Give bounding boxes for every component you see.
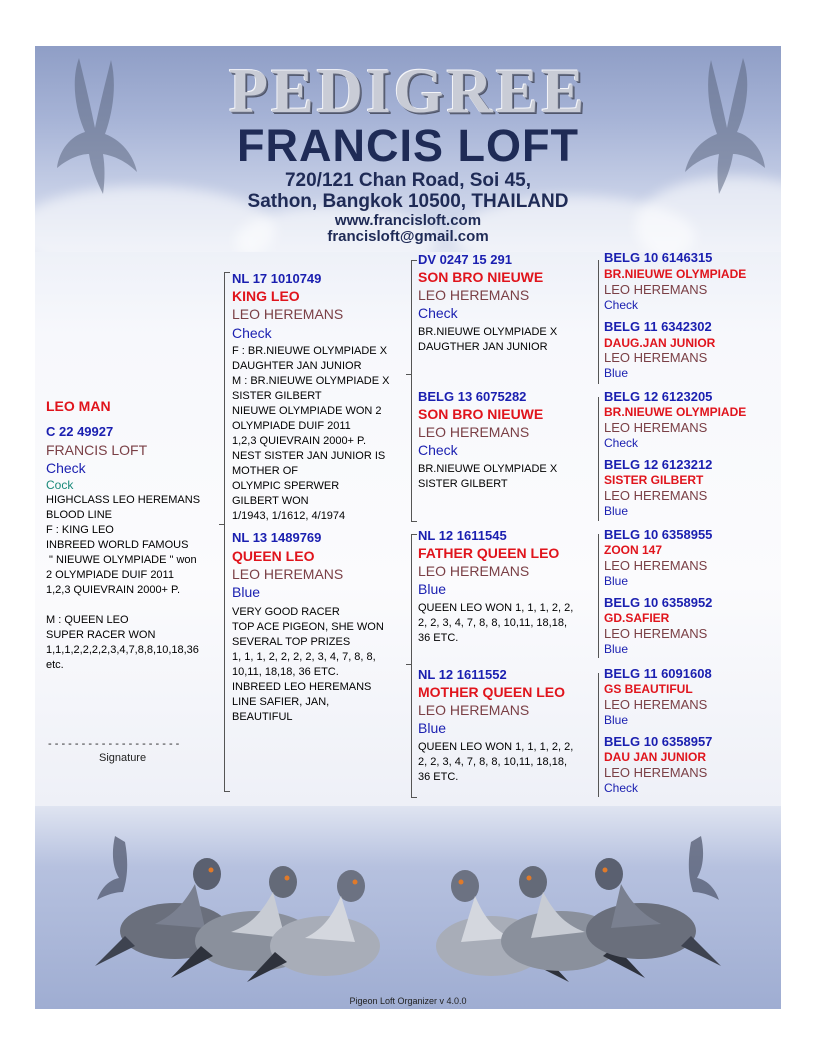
pedigree-footer	[35, 806, 781, 1009]
signature-label: Signature	[99, 752, 147, 764]
gg-bracket-2	[598, 397, 599, 521]
ggp-color: Check	[604, 298, 639, 312]
ggp-name: GD.SAFIER	[604, 611, 670, 625]
bracket-tick	[412, 260, 417, 261]
dam-notes: VERY GOOD RACER TOP ACE PIGEON, SHE WON SEVERAL TOP PRIZES 1, 1, 1, 2, 2, 2, 2, 3, 4, 7, 8, 8, 10,11, 18,18, 36 ETC. INBREED LEO HEREMANS LINE SAFIER, JAN, BEAUTIFUL	[232, 606, 384, 723]
gp-breeder: LEO HEREMANS	[418, 563, 530, 579]
email-link[interactable]: francisloft@gmail.com	[327, 228, 489, 245]
ggp-color: Blue	[604, 504, 629, 518]
gp-breeder: LEO HEREMANS	[418, 702, 530, 718]
subject-notes: HIGHCLASS LEO HEREMANS BLOOD LINE F : KING LEO INBREED WORLD FAMOUS " NIEUWE OLYMPIADE " won 2 OLYMPIADE DUIF 2011 1,2,3 QUIEVRAIN 2000+ P. M : QUEEN LEO SUPER RACER WON 1,1,1,2,2,2,2,3,4,7,8,8,10,18,36 etc.	[46, 494, 201, 671]
sire-dam-bracket	[224, 272, 225, 792]
gp-breeder: LEO HEREMANS	[418, 424, 530, 440]
gp-name: SON BRO NIEUWE	[418, 269, 544, 285]
ggp-breeder: LEO HEREMANS	[604, 488, 708, 503]
ggp-ring: BELG 12 6123205	[604, 389, 713, 404]
pigeons-illustration	[35, 806, 781, 996]
sire-notes: F : BR.NIEUWE OLYMPIADE X DAUGHTER JAN JUNIOR M : BR.NIEUWE OLYMPIADE X SISTER GILBERT NIEUWE OLYMPIADE WON 2 OLYMPIADE DUIF 2011 1,2,3 QUIEVRAIN 2000+ P. NEST SISTER JAN JUNIOR IS MOTHER OF OLYMPIC SPERWER GILBERT WON 1/1943, 1/1612, 4/1974	[232, 345, 390, 522]
subject-color: Check	[46, 460, 86, 476]
sire-color: Check	[232, 325, 272, 341]
subject-ring: C 22 49927	[46, 424, 114, 439]
ggp-color: Check	[604, 436, 639, 450]
pedigree-page	[35, 46, 781, 1009]
gp-name: FATHER QUEEN LEO	[418, 545, 560, 561]
sire-name: KING LEO	[232, 288, 300, 304]
dam-color: Blue	[232, 584, 261, 600]
ggp-name: GS BEAUTIFUL	[604, 682, 693, 696]
gp-breeder: LEO HEREMANS	[418, 287, 530, 303]
subject-name: LEO MAN	[46, 398, 111, 414]
gg-bracket-4	[598, 673, 599, 797]
pedigree-tree	[35, 252, 781, 806]
ggp-name: SISTER GILBERT	[604, 473, 704, 487]
ggp-breeder: LEO HEREMANS	[604, 558, 708, 573]
ggp-color: Blue	[604, 574, 629, 588]
sire-breeder: LEO HEREMANS	[232, 306, 344, 322]
software-credit: Pigeon Loft Organizer v 4.0.0	[349, 996, 467, 1006]
gp-ring: NL 12 1611545	[418, 528, 507, 543]
subject-breeder: FRANCIS LOFT	[46, 442, 148, 458]
dam-parents-bracket	[411, 534, 412, 798]
dam-name: QUEEN LEO	[232, 548, 315, 564]
pedigree-title: PEDIGREE	[228, 55, 588, 126]
subject-sex: Cock	[46, 478, 74, 492]
address-line-1: 720/121 Chan Road, Soi 45,	[284, 170, 532, 191]
ggp-name: DAU JAN JUNIOR	[604, 750, 707, 764]
signature-line: - - - - - - - - - - - - - - - - - - - -	[48, 738, 180, 750]
bracket-tick	[412, 797, 417, 798]
website-link[interactable]: www.francisloft.com	[334, 212, 482, 229]
ggp-breeder: LEO HEREMANS	[604, 350, 708, 365]
ggp-breeder: LEO HEREMANS	[604, 765, 708, 780]
ggp-ring: BELG 11 6091608	[604, 666, 712, 681]
bracket-tick	[412, 521, 417, 522]
gp-name: SON BRO NIEUWE	[418, 406, 544, 422]
gp-notes: BR.NIEUWE OLYMPIADE X DAUGTHER JAN JUNIOR	[418, 326, 558, 353]
ggp-ring: BELG 10 6358952	[604, 595, 713, 610]
sire-ring: NL 17 1010749	[232, 271, 322, 286]
gp-name: MOTHER QUEEN LEO	[418, 684, 566, 700]
gp-color: Check	[418, 305, 458, 321]
standing-pigeon-icon	[586, 858, 721, 966]
ggp-name: BR.NIEUWE OLYMPIADE	[604, 405, 747, 419]
bracket-tick	[225, 272, 230, 273]
dam-ring: NL 13 1489769	[232, 530, 322, 545]
gp-ring: NL 12 1611552	[418, 667, 507, 682]
gg-bracket-3	[598, 534, 599, 658]
gp-ring: DV 0247 15 291	[418, 252, 512, 267]
dam-breeder: LEO HEREMANS	[232, 566, 344, 582]
ggp-name: BR.NIEUWE OLYMPIADE	[604, 267, 747, 281]
sire-parents-bracket	[411, 260, 412, 522]
loft-name: FRANCIS LOFT	[237, 120, 579, 171]
ggp-ring: BELG 10 6146315	[604, 250, 713, 265]
ggp-breeder: LEO HEREMANS	[604, 626, 708, 641]
bracket-tick	[412, 534, 417, 535]
gp-notes: BR.NIEUWE OLYMPIADE X SISTER GILBERT	[418, 463, 558, 490]
ggp-ring: BELG 10 6358955	[604, 527, 713, 542]
bracket-tick	[225, 791, 230, 792]
ggp-color: Blue	[604, 366, 629, 380]
ggp-breeder: LEO HEREMANS	[604, 282, 708, 297]
ggp-color: Blue	[604, 713, 629, 727]
ggp-color: Check	[604, 781, 639, 795]
gg-bracket-1	[598, 260, 599, 384]
ggp-ring: BELG 12 6123212	[604, 457, 713, 472]
pedigree-header	[35, 46, 781, 252]
flying-pigeon-small-right-icon	[689, 836, 719, 900]
gp-color: Blue	[418, 581, 447, 597]
ggp-ring: BELG 10 6358957	[604, 734, 713, 749]
ggp-breeder: LEO HEREMANS	[604, 697, 708, 712]
ggp-name: DAUG.JAN JUNIOR	[604, 336, 716, 350]
flying-pigeon-small-left-icon	[97, 836, 127, 900]
gp-notes: QUEEN LEO WON 1, 1, 1, 2, 2, 2, 2, 3, 4, 7, 8, 8, 10,11, 18,18, 36 ETC.	[418, 741, 574, 783]
gp-color: Blue	[418, 720, 447, 736]
ggp-name: ZOON 147	[604, 543, 663, 557]
gp-notes: QUEEN LEO WON 1, 1, 1, 2, 2, 2, 2, 3, 4, 7, 8, 8, 10,11, 18,18, 36 ETC.	[418, 602, 574, 644]
gp-color: Check	[418, 442, 458, 458]
address-line-2: Sathon, Bangkok 10500, THAILAND	[247, 191, 569, 212]
ggp-breeder: LEO HEREMANS	[604, 420, 708, 435]
gp-ring: BELG 13 6075282	[418, 389, 527, 404]
ggp-ring: BELG 11 6342302	[604, 319, 712, 334]
ggp-color: Blue	[604, 642, 629, 656]
